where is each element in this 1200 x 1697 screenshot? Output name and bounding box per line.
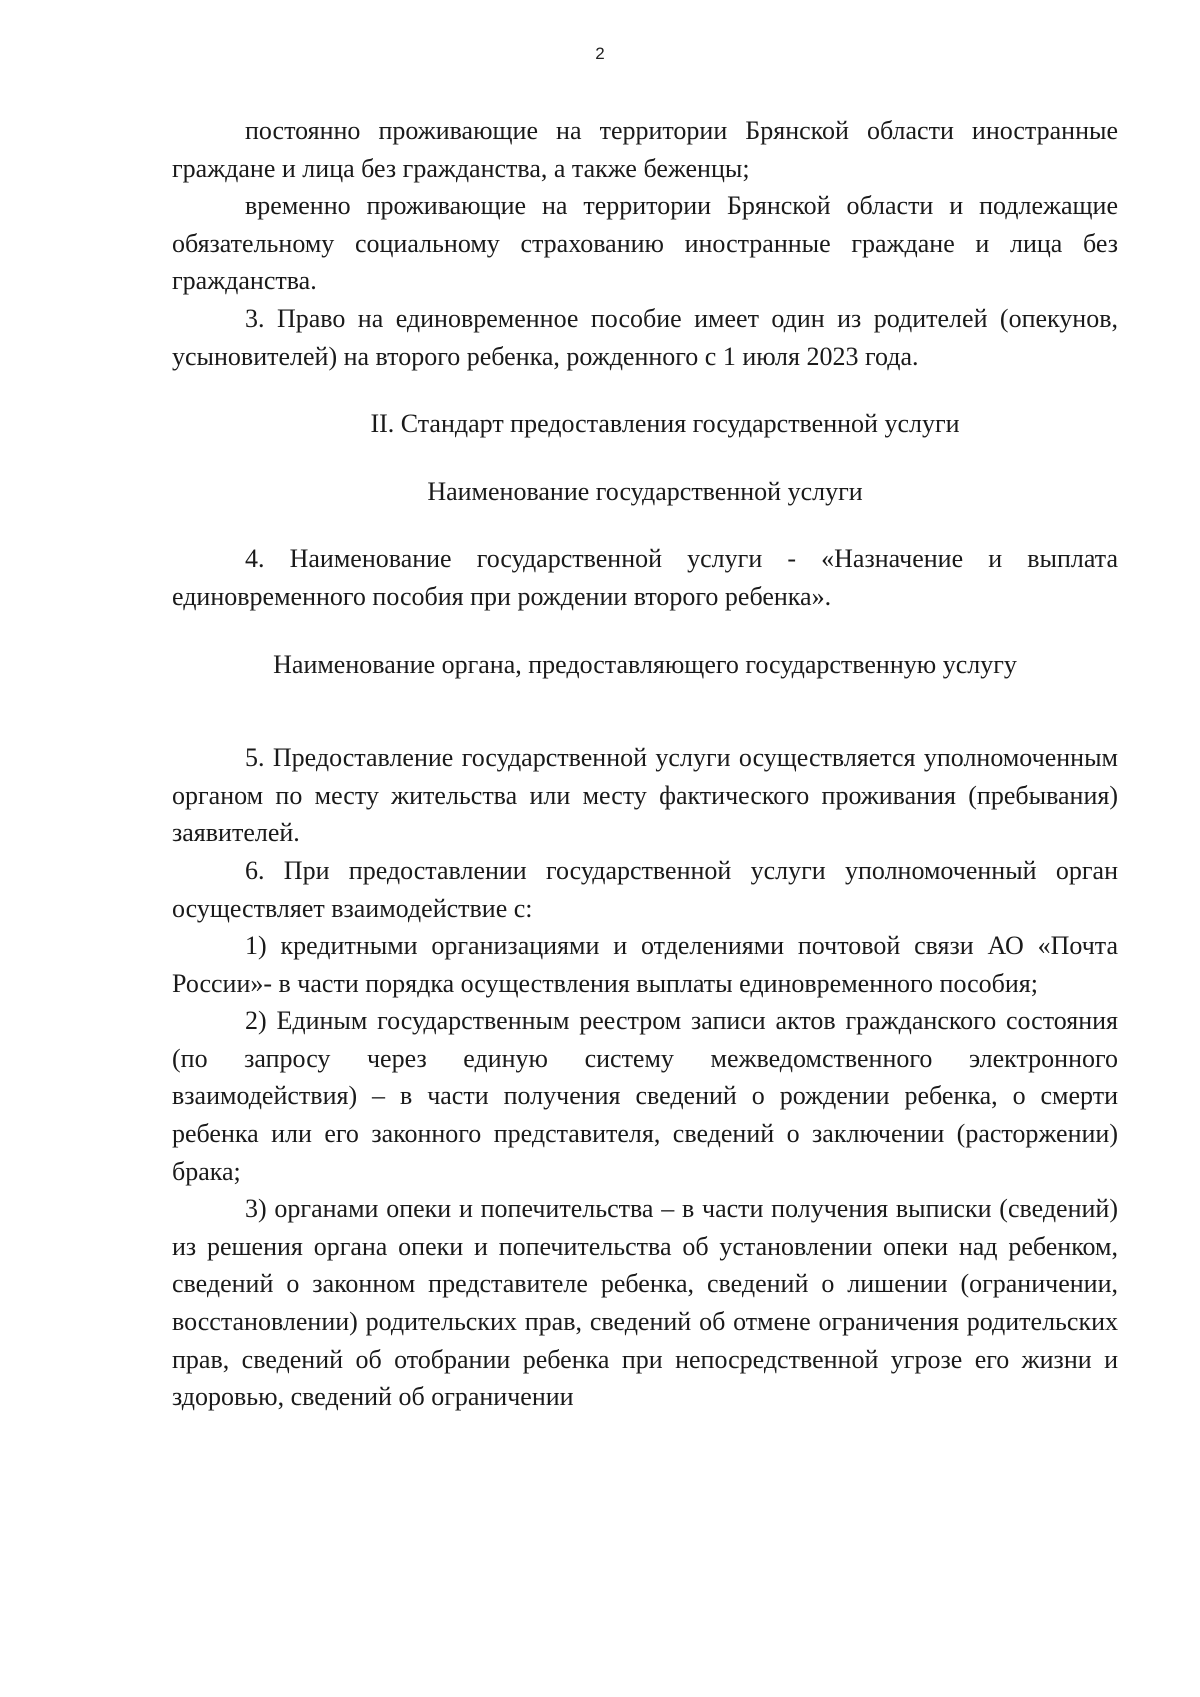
list-item-1-credit-organizations: 1) кредитными организациями и отделениями почтовой связи АО «Почта России»- в части порядка осуществления выплаты единовременного пособия;	[172, 931, 1118, 998]
paragraph-6-interaction: 6. При предоставлении государственной услуги уполномоченный орган осуществляет взаимодействие с:	[172, 855, 1118, 923]
paragraph-temporary-residents: временно проживающие на территории Брянской области и подлежащие обязательному социальному страхованию иностранные граждане и лица без гражданства.	[172, 191, 1118, 296]
page-number: 2	[595, 44, 605, 63]
list-item-3-guardianship-bodies: 3) органами опеки и попечительства – в части получения выписки (сведений) из решения органа опеки и попечительства об установлении опеки над ребенком, сведений о законном представителе ребенка, сведений о лишении (ограничении, восстановлении) родительских прав, сведений об отмене ограничения родительских прав, сведений об отобрании ребенка при непосредственной угрозе его жизни и здоровью, сведений об ограничении	[172, 1194, 1118, 1412]
paragraph-4-service-name: 4. Наименование государственной услуги - «Назначение и выплата единовременного пособия при рождении второго ребенка».	[172, 544, 1118, 611]
subheading-service-name: Наименование государственной услуги	[427, 476, 863, 506]
document-body	[172, 112, 1118, 1416]
subheading-authority-name: Наименование органа, предоставляющего государственную услугу	[273, 649, 1017, 679]
paragraph-3-right-to-allowance: 3. Право на единовременное пособие имеет один из родителей (опекунов, усыновителей) на второго ребенка, рожденного с 1 июля 2023 года.	[172, 303, 1118, 371]
paragraph-5-provision: 5. Предоставление государственной услуги осуществляется уполномоченным органом по месту жительства или месту фактического проживания (пребывания) заявителей.	[172, 743, 1118, 848]
section-heading-standard: II. Стандарт предоставления государственной услуги	[370, 409, 960, 439]
list-item-2-civil-registry: 2) Единым государственным реестром записи актов гражданского состояния (по запросу через единую систему межведомственного электронного взаимодействия) – в части получения сведений о рождении ребенка, о смерти ребенка или его законного представителя, сведений о заключении (расторжении) брака;	[172, 1006, 1118, 1186]
paragraph-permanent-residents: постоянно проживающие на территории Брянской области иностранные граждане и лица без гражданства, а также беженцы;	[172, 116, 1118, 183]
